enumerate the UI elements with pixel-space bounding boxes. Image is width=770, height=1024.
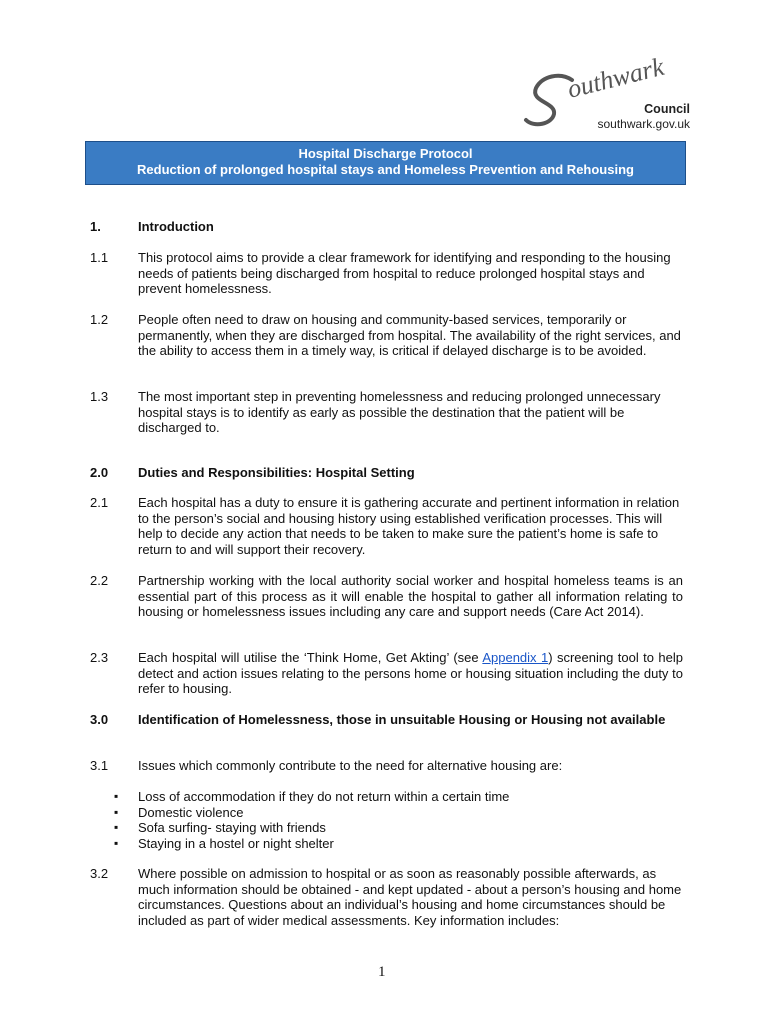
banner-title: Hospital Discharge Protocol (298, 146, 473, 161)
list-item: ▪ Loss of accommodation if they do not return within a certain time (114, 789, 674, 805)
logo-council-text: Council (644, 102, 690, 116)
issues-bullet-list (114, 789, 674, 851)
title-banner (85, 141, 686, 185)
list-item: ▪ Staying in a hostel or night shelter (114, 836, 674, 852)
southwark-logo (520, 58, 700, 138)
list-item: ▪ Sofa surfing- staying with friends (114, 820, 674, 836)
page-number: 1 (378, 964, 386, 980)
svg-text:outhwark: outhwark (564, 58, 667, 104)
logo-site-text: southwark.gov.uk (597, 117, 690, 131)
banner-subtitle: Reduction of prolonged hospital stays and Homeless Prevention and Rehousing (137, 162, 634, 177)
appendix-1-link[interactable]: Appendix 1 (482, 650, 549, 665)
list-item: ▪ Domestic violence (114, 805, 674, 821)
